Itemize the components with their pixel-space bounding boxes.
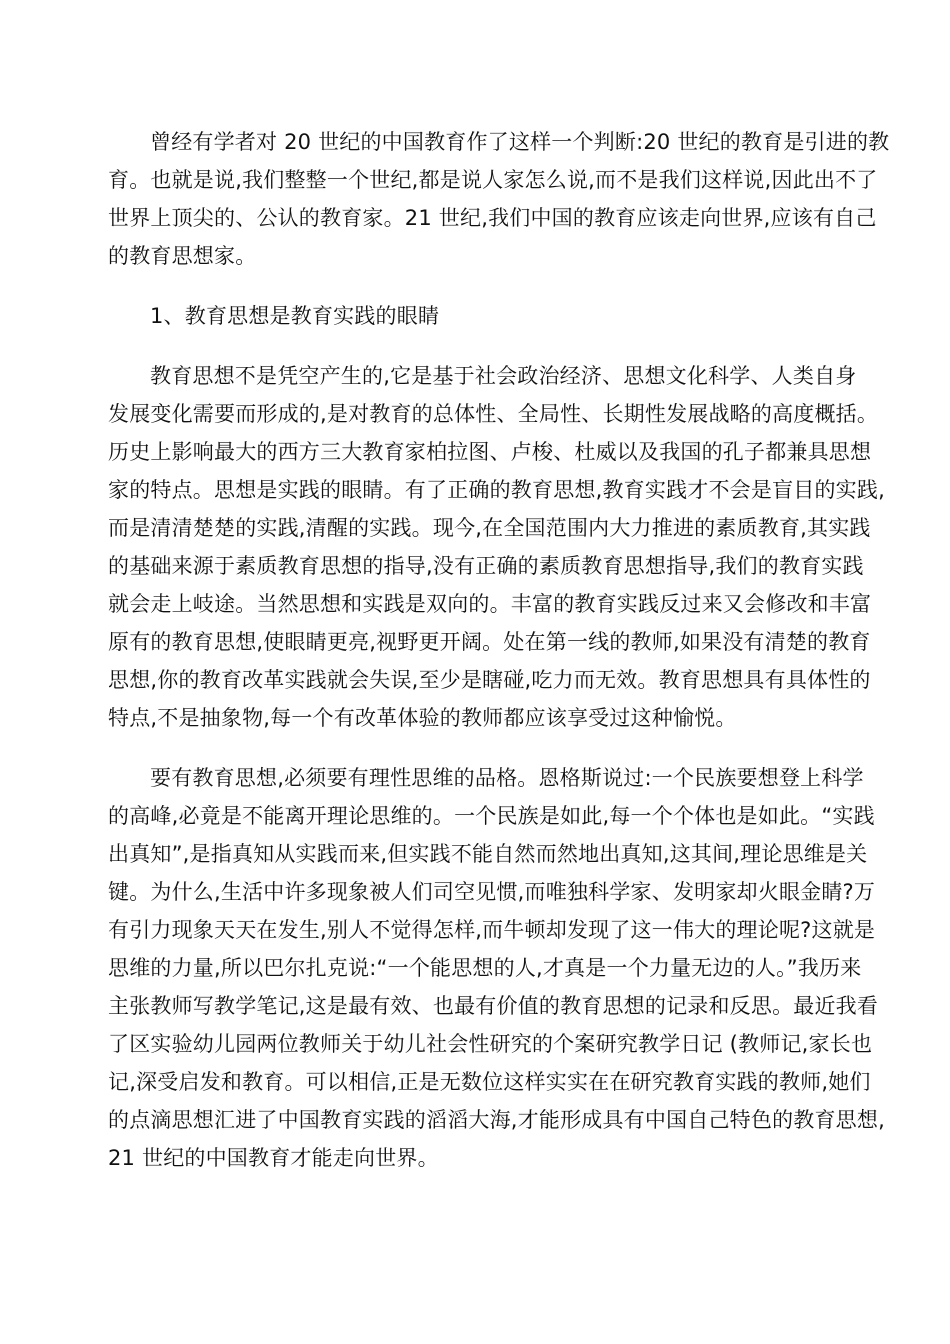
paragraph-3-line-1: 要有教育思想,必须要有理性思维的品格。恩格斯说过:一个民族要想登上科学 (150, 766, 864, 790)
paragraph-3-line-10: 的点滴思想汇进了中国教育实践的滔滔大海,才能形成具有中国自己特色的教育思想, (108, 1108, 885, 1132)
paragraph-1-line-1: 曾经有学者对 20 世纪的中国教育作了这样一个判断:20 世纪的教育是引进的教 (150, 130, 890, 154)
paragraph-1-line-2: 育。也就是说,我们整整一个世纪,都是说人家怎么说,而不是我们这样说,因此出不了 (108, 168, 878, 192)
section-heading: 1、教育思想是教育实践的眼睛 (150, 304, 440, 328)
paragraph-3-line-6: 思维的力量,所以巴尔扎克说:“一个能思想的人,才真是一个力量无边的人。”我历来 (108, 956, 862, 980)
paragraph-2-line-9: 思想,你的教育改革实践就会失误,至少是瞎碰,吃力而无效。教育思想具有具体性的 (108, 668, 871, 692)
paragraph-2-line-8: 原有的教育思想,使眼睛更亮,视野更开阔。处在第一线的教师,如果没有清楚的教育 (108, 630, 871, 654)
paragraph-2-line-10: 特点,不是抽象物,每一个有改革体验的教师都应该享受过这种愉悦。 (108, 706, 737, 730)
paragraph-2-line-2: 发展变化需要而形成的,是对教育的总体性、全局性、长期性发展战略的高度概括。 (108, 402, 879, 426)
paragraph-1-line-4: 的教育思想家。 (108, 244, 257, 268)
paragraph-2-line-1: 教育思想不是凭空产生的,它是基于社会政治经济、思想文化科学、人类自身 (150, 364, 857, 388)
paragraph-2-line-7: 就会走上岐途。当然思想和实践是双向的。丰富的教育实践反过来又会修改和丰富 (108, 592, 872, 616)
paragraph-3-line-11: 21 世纪的中国教育才能走向世界。 (108, 1146, 439, 1170)
paragraph-3-line-5: 有引力现象天天在发生,别人不觉得怎样,而牛顿却发现了这一伟大的理论呢?这就是 (108, 918, 876, 942)
paragraph-2-line-3: 历史上影响最大的西方三大教育家柏拉图、卢梭、杜威以及我国的孔子都兼具思想 (108, 440, 872, 464)
paragraph-2-line-6: 的基础来源于素质教育思想的指导,没有正确的素质教育思想指导,我们的教育实践 (108, 554, 864, 578)
paragraph-3-line-2: 的高峰,必竟是不能离开理论思维的。一个民族是如此,每一个个体也是如此。“实践 (108, 804, 875, 828)
paragraph-3-line-3: 出真知”,是指真知从实践而来,但实践不能自然而然地出真知,这其间,理论思维是关 (108, 842, 868, 866)
paragraph-1-line-3: 世界上顶尖的、公认的教育家。21 世纪,我们中国的教育应该走向世界,应该有自己 (108, 206, 877, 230)
paragraph-2-line-4: 家的特点。思想是实践的眼睛。有了正确的教育思想,教育实践才不会是盲目的实践, (108, 478, 885, 502)
paragraph-3-line-8: 了区实验幼儿园两位教师关于幼儿社会性研究的个案研究教学日记 (教师记,家长也 (108, 1032, 873, 1056)
paragraph-3-line-7: 主张教师写教学笔记,这是最有效、也最有价值的教育思想的记录和反思。最近我看 (108, 994, 879, 1018)
paragraph-3-line-4: 键。为什么,生活中许多现象被人们司空见惯,而唯独科学家、发明家却火眼金睛?万 (108, 880, 876, 904)
paragraph-3-line-9: 记,深受启发和教育。可以相信,正是无数位这样实实在在研究教育实践的教师,她们 (108, 1070, 871, 1094)
paragraph-2-line-5: 而是清清楚楚的实践,清醒的实践。现今,在全国范围内大力推进的素质教育,其实践 (108, 516, 871, 540)
